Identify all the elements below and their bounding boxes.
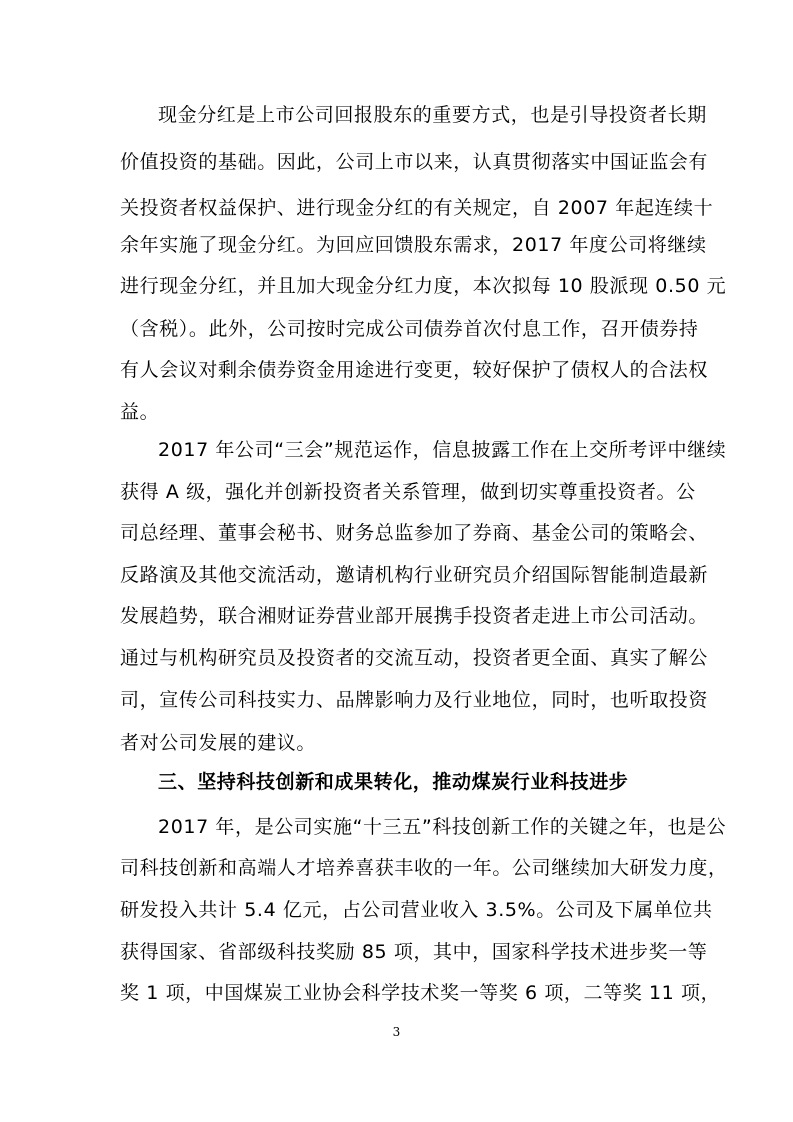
section-heading: 三、坚持科技创新和成果转化，推动煤炭行业科技进步 [158,771,629,793]
text-line: 司科技创新和高端人才培养喜获丰收的一年。公司继续加大研发力度， [120,857,728,879]
text-line: 余年实施了现金分红。为回应回馈股东需求，2017 年度公司将继续 [120,234,707,256]
text-line: 发展趋势，联合湘财证券营业部开展携手投资者走进上市公司活动。 [120,605,709,627]
text-line: 反路演及其他交流活动，邀请机构行业研究员介绍国际智能制造最新 [120,564,709,586]
text-line: 进行现金分红，并且加大现金分红力度，本次拟每 10 股派现 0.50 元 [120,275,727,297]
text-line: 关投资者权益保护、进行现金分红的有关规定，自 2007 年起连续十 [120,197,714,219]
text-line: 现金分红是上市公司回报股东的重要方式，也是引导投资者长期 [158,104,707,126]
text-line: 者对公司发展的建议。 [120,732,317,754]
text-line: 获得 A 级，强化并创新投资者关系管理，做到切实尊重投资者。公 [120,481,696,503]
text-line: 益。 [120,401,160,423]
text-line: 2017 年公司“三会”规范运作，信息披露工作在上交所考评中继续 [158,439,727,461]
text-line: 司总经理、董事会秘书、财务总监参加了券商、基金公司的策略会、 [120,522,709,544]
text-line: 通过与机构研究员及投资者的交流互动，投资者更全面、真实了解公 [120,647,709,669]
text-line: 研发投入共计 5.4 亿元，占公司营业收入 3.5%。公司及下属单位共 [120,899,713,921]
text-line: 获得国家、省部级科技奖励 85 项，其中，国家科学技术进步奖一等 [120,941,708,963]
text-line: 价值投资的基础。因此，公司上市以来，认真贯彻落实中国证监会有 [120,151,709,173]
text-line: 有人会议对剩余债券资金用途进行变更，较好保护了债权人的合法权 [120,359,709,381]
text-line: （含税）。此外，公司按时完成公司债券首次付息工作，召开债券持 [120,318,699,340]
text-line: 司，宣传公司科技实力、品牌影响力及行业地位，同时，也听取投资 [120,689,709,711]
page-number: 3 [392,1025,401,1039]
text-line: 奖 1 项，中国煤炭工业协会科学技术奖一等奖 6 项，二等奖 11 项， [120,982,721,1004]
text-line: 2017 年，是公司实施“十三五”科技创新工作的关键之年，也是公 [158,816,727,838]
